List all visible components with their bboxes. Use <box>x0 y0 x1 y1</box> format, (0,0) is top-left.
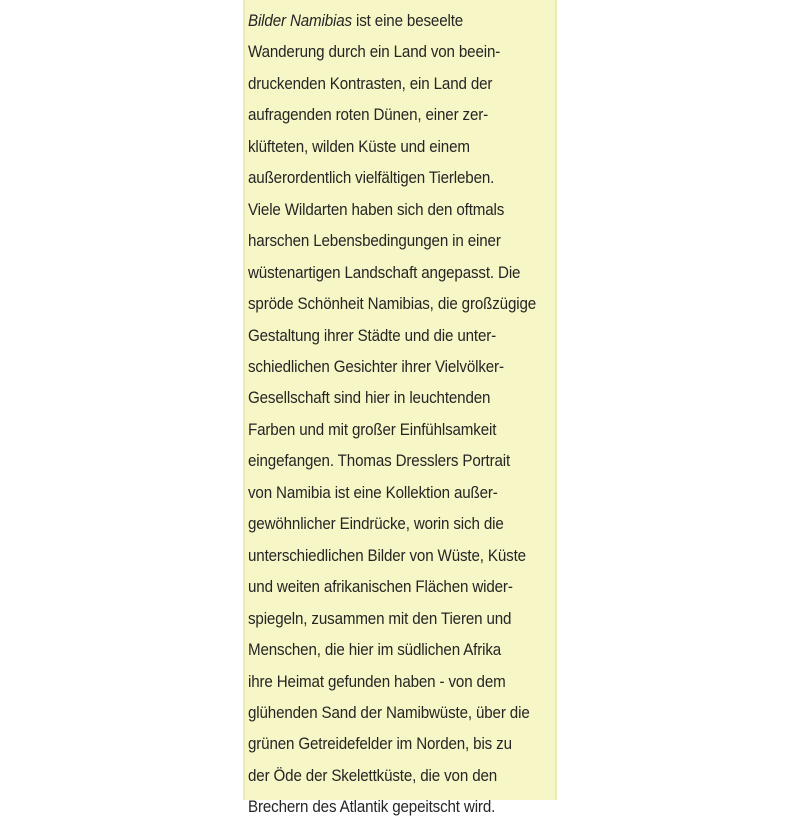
text-line-5: klüfteten, wilden Küste und einem <box>248 137 470 156</box>
text-line-1 <box>248 6 532 37</box>
text-line-7: Viele Wildarten haben sich den oftmals <box>248 200 505 219</box>
text-line-15: eingefangen. Thomas Dresslers Portrait <box>248 452 511 471</box>
text-line-10: spröde Schönheit Namibias, die großzügige <box>248 295 537 314</box>
description-paragraph <box>248 6 537 824</box>
text-line-21: Menschen, die hier im südlichen Afrika <box>248 641 502 660</box>
text-line-24: grünen Getreidefelder im Norden, bis zu <box>248 735 512 754</box>
text-line-16: von Namibia ist eine Kollektion außer- <box>248 483 498 502</box>
text-line-20: spiegeln, zusammen mit den Tieren und <box>248 609 512 628</box>
text-line-3: druckenden Kontrasten, ein Land der <box>248 74 493 93</box>
text-line-17: gewöhnlicher Eindrücke, worin sich die <box>248 515 504 534</box>
text-line-11: Gestaltung ihrer Städte und die unter- <box>248 326 497 345</box>
text-line-9: wüstenartigen Landschaft angepasst. Die <box>248 263 521 282</box>
text-line-2: Wanderung durch ein Land von beein- <box>248 43 501 62</box>
text-line-13: Gesellschaft sind hier in leuchtenden <box>248 389 491 408</box>
text-line-8: harschen Lebensbedingungen in einer <box>248 232 501 251</box>
text-line-12: schiedlichen Gesichter ihrer Vielvölker- <box>248 357 504 376</box>
text-line-19: und weiten afrikanischen Flächen wider- <box>248 578 513 597</box>
text-line-26: Brechern des Atlantik gepeitscht wird. <box>248 798 496 817</box>
text-line-14: Farben und mit großer Einfühlsamkeit <box>248 420 497 439</box>
first-line-rest: ist eine beseelte <box>351 12 464 30</box>
text-line-4: aufragenden roten Dünen, einer zer- <box>248 106 489 125</box>
panel-right-edge <box>555 0 557 800</box>
text-line-6: außerordentlich vielfältigen Tierleben. <box>248 169 495 188</box>
text-line-23: glühenden Sand der Namibwüste, über die <box>248 703 530 722</box>
book-title: Bilder Namibias <box>248 12 352 30</box>
text-line-25: der Öde der Skelettküste, die von den <box>248 766 498 785</box>
text-line-22: ihre Heimat gefunden haben - von dem <box>248 672 506 691</box>
text-line-18: unterschiedlichen Bilder von Wüste, Küste <box>248 546 526 565</box>
panel-left-edge <box>243 0 245 800</box>
